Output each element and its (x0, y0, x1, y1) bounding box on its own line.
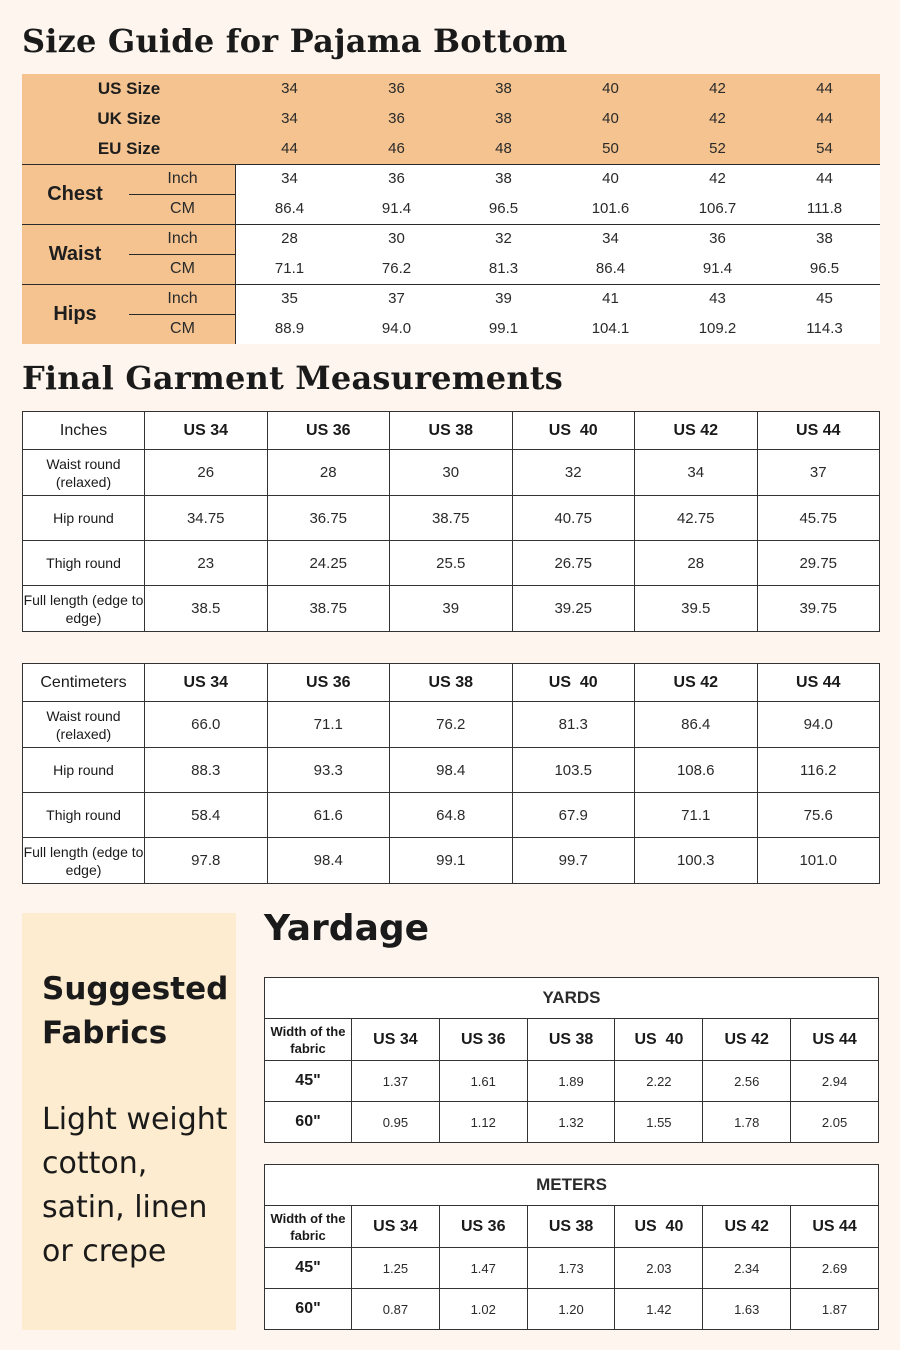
inches-corner-cell: Inches (23, 412, 145, 450)
table-caption-row (265, 978, 879, 1019)
waist-cm-cell: 96.5 (809, 260, 840, 277)
eu-size-cell: 48 (495, 140, 512, 157)
waist-cm-cell: 86.4 (595, 260, 626, 277)
row-label: 60" (265, 1102, 352, 1143)
table-cell: 34 (635, 450, 758, 496)
table-cell: 0.87 (352, 1289, 440, 1330)
table-cell: 97.8 (145, 838, 268, 884)
meters-caption: METERS (265, 1165, 879, 1206)
table-cell: 98.4 (267, 838, 390, 884)
uk-size-cell: 38 (495, 110, 512, 127)
eu-size-cell: 52 (709, 140, 726, 157)
table-cell: 76.2 (390, 702, 513, 748)
row-label: Full length (edge to edge) (23, 838, 145, 884)
size-header: US 44 (791, 1206, 879, 1248)
table-header-row (23, 412, 880, 450)
table-cell: 2.22 (615, 1061, 703, 1102)
hips-cm-cell: 88.9 (274, 320, 305, 337)
hips-inch-cell: 35 (281, 290, 298, 307)
table-header-row (23, 664, 880, 702)
table-cell: 28 (267, 450, 390, 496)
table-cell: 67.9 (512, 793, 635, 838)
table-cell: 58.4 (145, 793, 268, 838)
table-cell: 2.94 (791, 1061, 879, 1102)
waist-cm-label: CM (170, 260, 195, 277)
eu-size-cell: 44 (281, 140, 298, 157)
size-header: US 34 (145, 412, 268, 450)
table-cell: 24.25 (267, 541, 390, 586)
chest-cm-label: CM (170, 200, 195, 217)
divider (22, 164, 880, 165)
row-label: 60" (265, 1289, 352, 1330)
table-cell: 1.20 (527, 1289, 615, 1330)
table-row (265, 1289, 879, 1330)
eu-size-label: EU Size (97, 139, 161, 158)
table-caption-row (265, 1165, 879, 1206)
hips-inch-cell: 43 (709, 290, 726, 307)
table-cell: 101.0 (757, 838, 880, 884)
divider (129, 254, 236, 255)
row-label: 45" (265, 1061, 352, 1102)
size-header: US 38 (390, 664, 513, 702)
waist-inch-cell: 34 (602, 230, 619, 247)
row-label: 45" (265, 1248, 352, 1289)
table-cell: 38.75 (267, 586, 390, 632)
uk-size-cell: 40 (602, 110, 619, 127)
table-cell: 61.6 (267, 793, 390, 838)
table-cell: 1.87 (791, 1289, 879, 1330)
suggested-fabrics-title: Suggested Fabrics (42, 971, 229, 1051)
size-header: US 38 (527, 1019, 615, 1061)
table-row (265, 1061, 879, 1102)
chest-inch-cell: 44 (816, 170, 833, 187)
table-row (23, 586, 880, 632)
chest-cm-cell: 91.4 (381, 200, 412, 217)
uk-size-cell: 34 (281, 110, 298, 127)
final-garment-inches-table (22, 411, 880, 632)
table-cell: 94.0 (757, 702, 880, 748)
chest-inch-cell: 38 (495, 170, 512, 187)
table-cell: 32 (512, 450, 635, 496)
table-cell: 71.1 (635, 793, 758, 838)
table-row (23, 793, 880, 838)
waist-label: Waist (48, 243, 102, 265)
table-cell: 34.75 (145, 496, 268, 541)
table-cell: 39 (390, 586, 513, 632)
table-header-row (265, 1019, 879, 1061)
table-cell: 2.56 (703, 1061, 791, 1102)
hips-inch-cell: 37 (388, 290, 405, 307)
table-cell: 39.5 (635, 586, 758, 632)
uk-size-label: UK Size (97, 109, 161, 128)
hips-inch-cell: 39 (495, 290, 512, 307)
table-cell: 98.4 (390, 748, 513, 793)
final-garment-title: Final Garment Measurements (22, 359, 563, 397)
waist-inch-cell: 30 (388, 230, 405, 247)
hips-inch-cell: 41 (602, 290, 619, 307)
uk-size-cell: 36 (388, 110, 405, 127)
table-cell: 71.1 (267, 702, 390, 748)
width-corner-cell: Width of the fabric (265, 1019, 352, 1061)
divider (129, 194, 236, 195)
size-header: US 40 (512, 412, 635, 450)
waist-inch-cell: 32 (495, 230, 512, 247)
suggested-fabrics-text: Light weight cotton, satin, linen or crepe (42, 1102, 228, 1269)
size-header: US 42 (703, 1206, 791, 1248)
table-cell: 28 (635, 541, 758, 586)
table-cell: 1.42 (615, 1289, 703, 1330)
size-header: US 34 (352, 1019, 440, 1061)
table-cell: 103.5 (512, 748, 635, 793)
table-cell: 23 (145, 541, 268, 586)
table-cell: 1.02 (439, 1289, 527, 1330)
table-cell: 1.61 (439, 1061, 527, 1102)
width-corner-cell: Width of the fabric (265, 1206, 352, 1248)
size-header: US 34 (352, 1206, 440, 1248)
uk-size-cell: 42 (709, 110, 726, 127)
size-header: US 40 (615, 1019, 703, 1061)
table-row (265, 1102, 879, 1143)
chest-cm-cell: 101.6 (591, 200, 630, 217)
row-label: Waist round (relaxed) (23, 450, 145, 496)
size-header: US 34 (145, 664, 268, 702)
table-cell: 42.75 (635, 496, 758, 541)
table-cell: 1.55 (615, 1102, 703, 1143)
size-guide-title: Size Guide for Pajama Bottom (22, 22, 568, 60)
yardage-yards-table (264, 977, 879, 1143)
hips-label: Hips (53, 303, 97, 325)
divider (22, 224, 880, 225)
table-cell: 1.25 (352, 1248, 440, 1289)
row-label: Hip round (23, 496, 145, 541)
size-header: US 36 (439, 1206, 527, 1248)
us-size-cell: 44 (816, 80, 833, 97)
hips-inch-label: Inch (167, 290, 198, 307)
us-size-cell: 40 (602, 80, 619, 97)
table-cell: 81.3 (512, 702, 635, 748)
table-cell: 36.75 (267, 496, 390, 541)
table-cell: 86.4 (635, 702, 758, 748)
centimeters-corner-cell: Centimeters (23, 664, 145, 702)
size-header: US 44 (791, 1019, 879, 1061)
row-label: Thigh round (23, 793, 145, 838)
table-cell: 2.34 (703, 1248, 791, 1289)
table-cell: 1.47 (439, 1248, 527, 1289)
eu-size-cell: 54 (816, 140, 833, 157)
yards-caption: YARDS (265, 978, 879, 1019)
uk-size-cell: 44 (816, 110, 833, 127)
us-size-cell: 34 (281, 80, 298, 97)
table-cell: 29.75 (757, 541, 880, 586)
waist-cm-cell: 91.4 (702, 260, 733, 277)
hips-cm-label: CM (170, 320, 195, 337)
chest-cm-cell: 96.5 (488, 200, 519, 217)
table-row (23, 496, 880, 541)
table-row (23, 541, 880, 586)
table-cell: 99.1 (390, 838, 513, 884)
table-cell: 2.69 (791, 1248, 879, 1289)
hips-cm-cell: 114.3 (806, 320, 843, 337)
final-garment-centimeters-table (22, 663, 880, 884)
chest-cm-cell: 111.8 (806, 200, 843, 217)
us-size-cell: 38 (495, 80, 512, 97)
row-label: Full length (edge to edge) (23, 586, 145, 632)
chest-inch-cell: 36 (388, 170, 405, 187)
row-label: Hip round (23, 748, 145, 793)
table-cell: 38.75 (390, 496, 513, 541)
table-cell: 40.75 (512, 496, 635, 541)
table-row (23, 702, 880, 748)
size-header: US 42 (635, 412, 758, 450)
hips-cm-cell: 94.0 (381, 320, 412, 337)
table-cell: 26 (145, 450, 268, 496)
table-cell: 75.6 (757, 793, 880, 838)
chest-label: Chest (47, 183, 103, 205)
size-header: US 38 (390, 412, 513, 450)
divider (235, 164, 236, 344)
size-header: US 40 (512, 664, 635, 702)
size-header: US 36 (267, 412, 390, 450)
waist-inch-cell: 28 (281, 230, 298, 247)
table-cell: 1.89 (527, 1061, 615, 1102)
eu-size-cell: 46 (388, 140, 405, 157)
table-cell: 38.5 (145, 586, 268, 632)
table-cell: 93.3 (267, 748, 390, 793)
table-cell: 30 (390, 450, 513, 496)
waist-cm-cell: 76.2 (381, 260, 412, 277)
table-cell: 116.2 (757, 748, 880, 793)
hips-cm-cell: 109.2 (698, 320, 737, 337)
chest-inch-label: Inch (167, 170, 198, 187)
table-cell: 2.03 (615, 1248, 703, 1289)
waist-inch-label: Inch (167, 230, 198, 247)
table-cell: 99.7 (512, 838, 635, 884)
us-size-cell: 36 (388, 80, 405, 97)
chest-inch-cell: 34 (281, 170, 298, 187)
eu-size-cell: 50 (602, 140, 619, 157)
hips-cm-cell: 99.1 (488, 320, 519, 337)
hips-cm-cell: 104.1 (591, 320, 630, 337)
chest-inch-cell: 40 (602, 170, 619, 187)
size-guide-table (22, 74, 880, 344)
table-cell: 1.12 (439, 1102, 527, 1143)
table-row (265, 1248, 879, 1289)
table-cell: 2.05 (791, 1102, 879, 1143)
size-header: US 42 (703, 1019, 791, 1061)
table-cell: 100.3 (635, 838, 758, 884)
table-row (23, 450, 880, 496)
us-size-cell: 42 (709, 80, 726, 97)
table-cell: 25.5 (390, 541, 513, 586)
hips-inch-cell: 45 (816, 290, 833, 307)
table-cell: 1.37 (352, 1061, 440, 1102)
table-cell: 39.25 (512, 586, 635, 632)
table-cell: 1.63 (703, 1289, 791, 1330)
table-cell: 1.73 (527, 1248, 615, 1289)
table-cell: 0.95 (352, 1102, 440, 1143)
table-row (23, 838, 880, 884)
table-cell: 26.75 (512, 541, 635, 586)
waist-cm-cell: 71.1 (274, 260, 305, 277)
table-cell: 45.75 (757, 496, 880, 541)
yardage-title: Yardage (264, 908, 430, 949)
size-header: US 42 (635, 664, 758, 702)
table-cell: 39.75 (757, 586, 880, 632)
size-header: US 38 (527, 1206, 615, 1248)
chest-cm-cell: 86.4 (274, 200, 305, 217)
chest-cm-cell: 106.7 (698, 200, 737, 217)
row-label: Thigh round (23, 541, 145, 586)
table-cell: 108.6 (635, 748, 758, 793)
size-header: US 44 (757, 664, 880, 702)
table-cell: 37 (757, 450, 880, 496)
table-header-row (265, 1206, 879, 1248)
us-size-label: US Size (97, 79, 161, 98)
table-cell: 66.0 (145, 702, 268, 748)
size-header: US 36 (267, 664, 390, 702)
waist-cm-cell: 81.3 (488, 260, 519, 277)
table-cell: 64.8 (390, 793, 513, 838)
table-cell: 1.78 (703, 1102, 791, 1143)
waist-inch-cell: 36 (709, 230, 726, 247)
table-cell: 1.32 (527, 1102, 615, 1143)
chest-inch-cell: 42 (709, 170, 726, 187)
size-header: US 36 (439, 1019, 527, 1061)
divider (22, 284, 880, 285)
yardage-meters-table (264, 1164, 879, 1330)
size-header: US 44 (757, 412, 880, 450)
table-row (23, 748, 880, 793)
divider (129, 314, 236, 315)
size-header: US 40 (615, 1206, 703, 1248)
table-cell: 88.3 (145, 748, 268, 793)
suggested-fabrics-panel (22, 913, 236, 1330)
row-label: Waist round (relaxed) (23, 702, 145, 748)
waist-inch-cell: 38 (816, 230, 833, 247)
